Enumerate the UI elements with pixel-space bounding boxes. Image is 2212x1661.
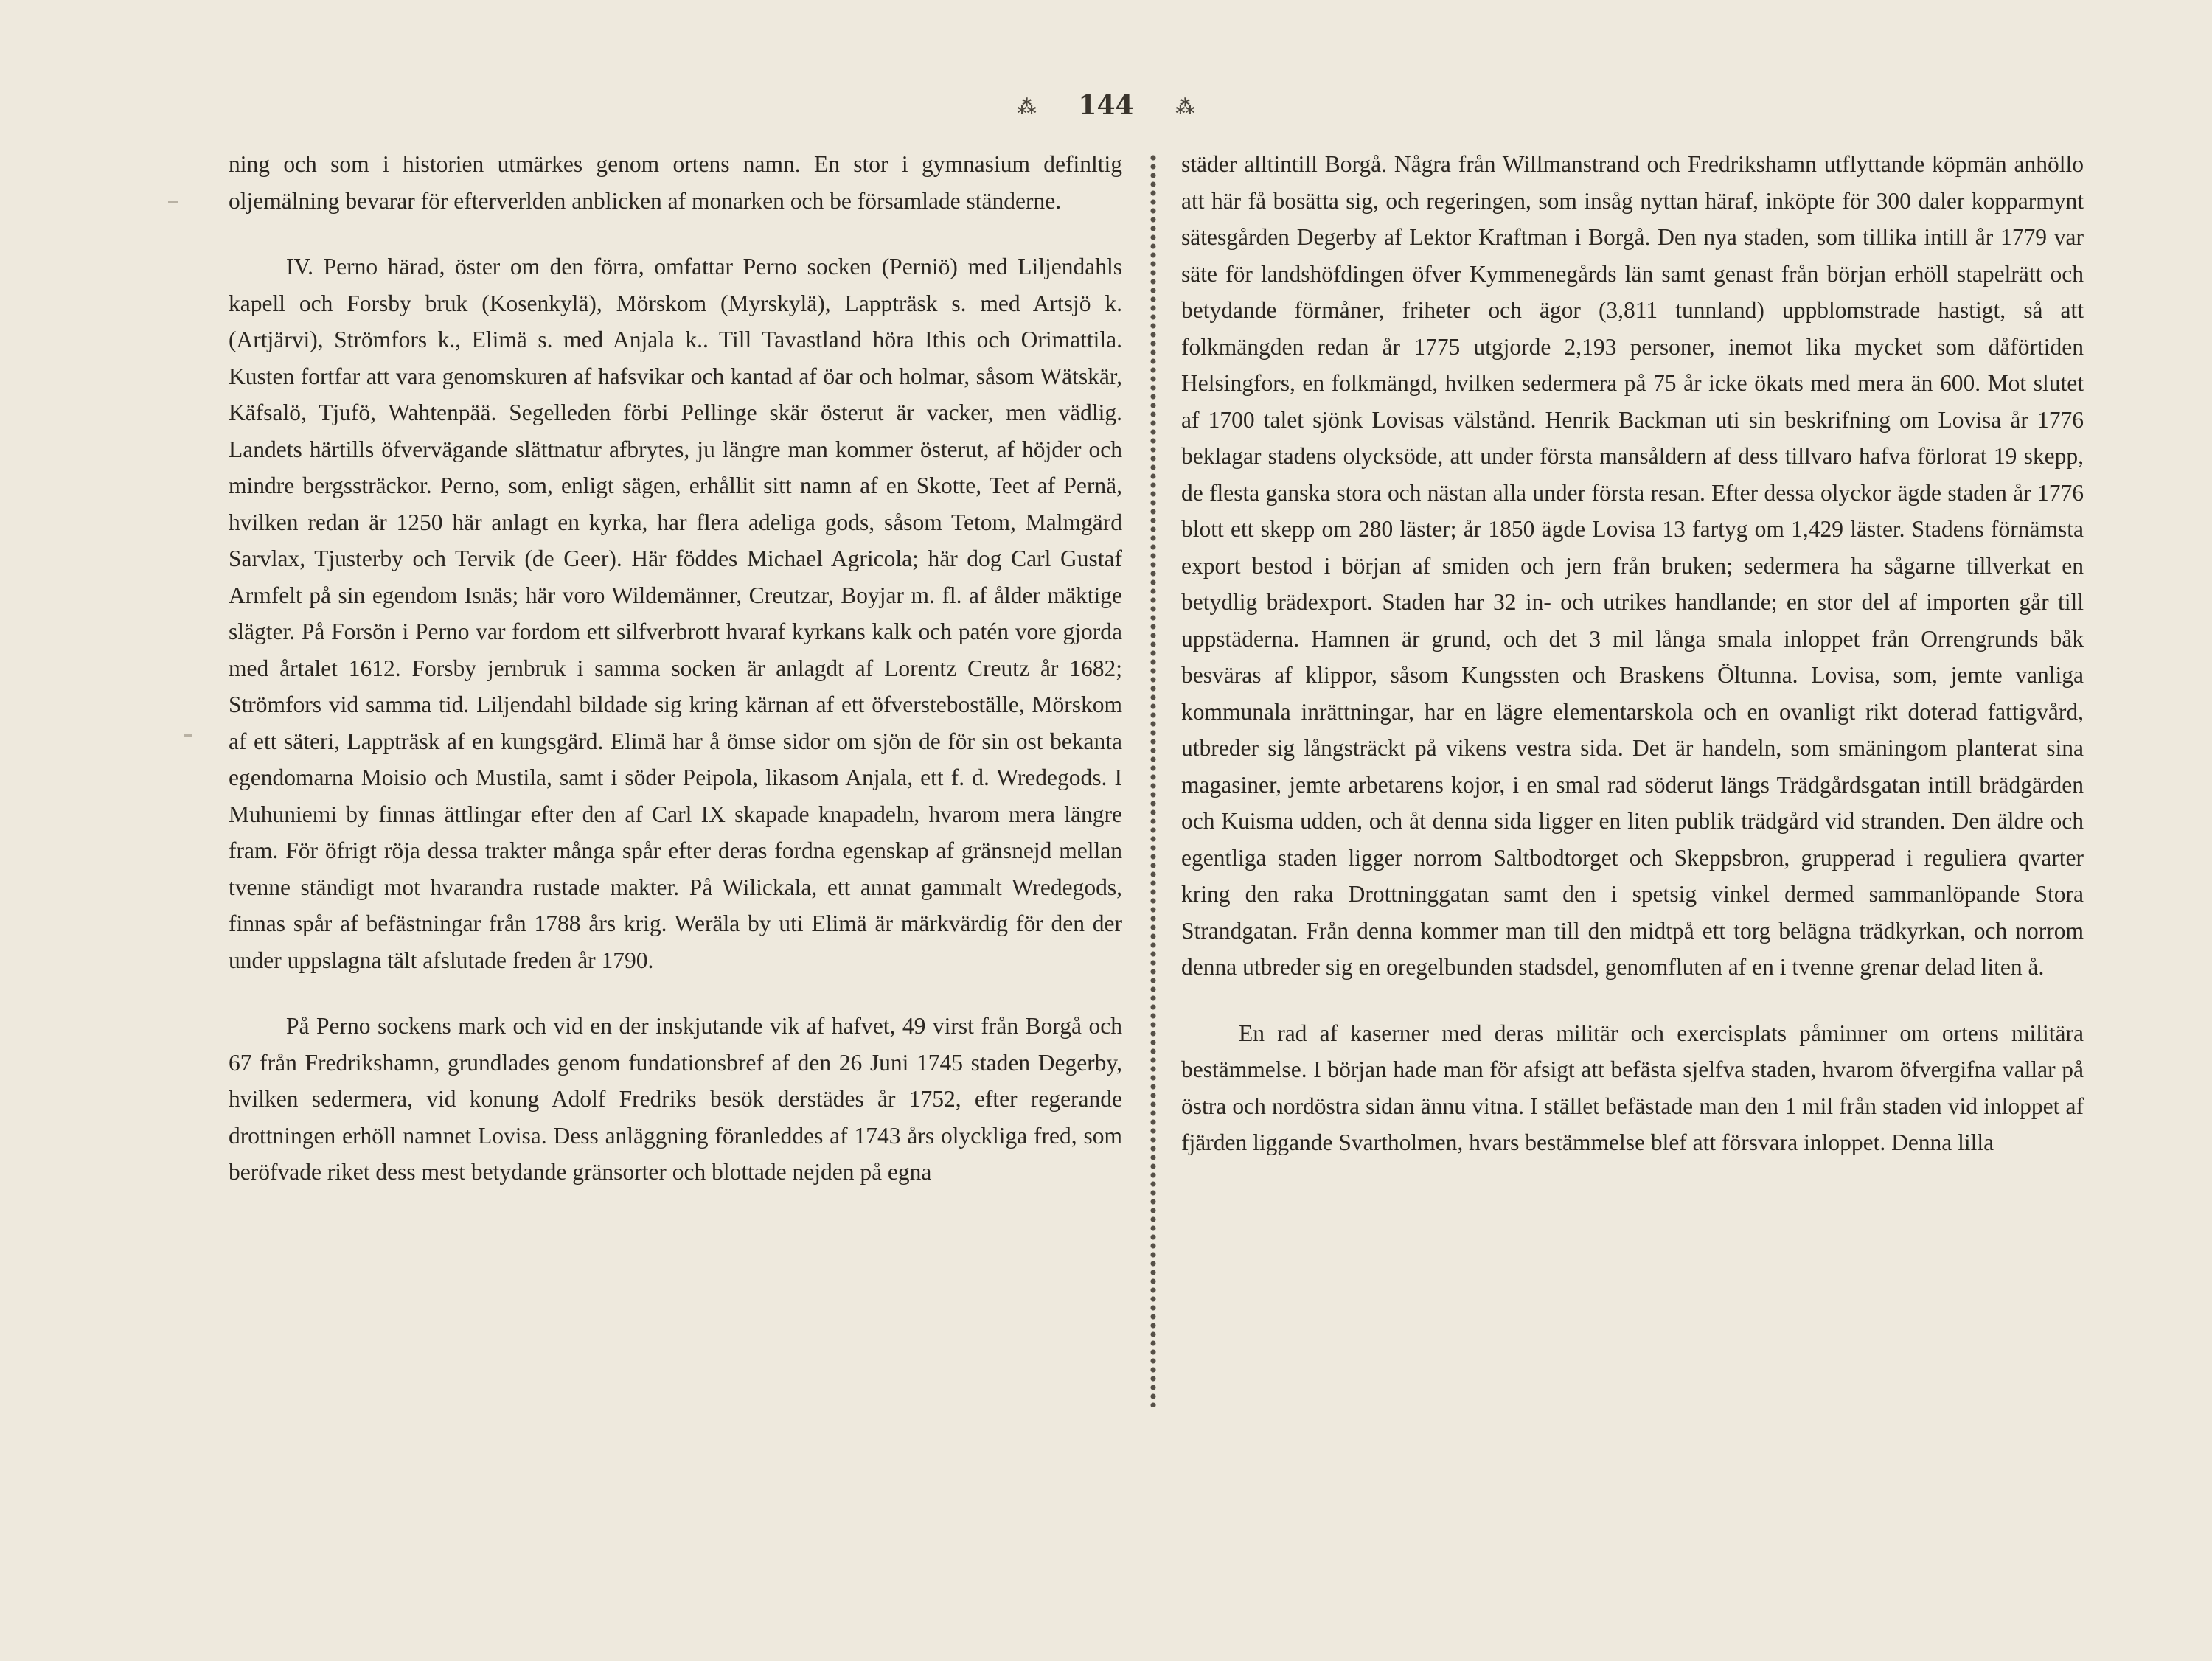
right-column (1181, 146, 2084, 1161)
margin-mark (184, 734, 192, 737)
left-paragraph-2: IV. Perno härad, öster om den förra, omfattar Perno socken (Perniö) med Liljendahls kapell och Forsby bruk (Kosenkylä), Mörskom (Myrskylä), Lappträsk s. med Artsjö k. (Artjärvi), Strömfors k., Elimä s. med Anjala k.. Till Tavastland höra Ithis och Orimattila. Kusten fortfar att vara genomskuren af hafsvikar och kantad af öar och holmar, såsom Wätskär, Käfsalö, Tjufö, Wahtenpää. Segelleden förbi Pellinge skär österut är vacker, men vädlig. Landets härtills öfvervägande slättnatur afbrytes, ju längre man kommer österut, af höjder och mindre bergssträckor. Perno, som, enligt sägen, erhållit sitt namn af en Skotte, Teet af Pernä, hvilken redan är 1250 här anlagt en kyrka, har flera adeliga gods, såsom Tetom, Malmgärd Sarvlax, Tjusterby och Tervik (de Geer). Här föddes Michael Agricola; här dog Carl Gustaf Armfelt på sin egendom Isnäs; här voro Wildemänner, Creutzar, Boyjar m. fl. af ålder mäktige slägter. På Forsön i Perno var fordom ett silfverbrott hvaraf kyrkans kalk och patén vore gjorda med årtalet 1612. Forsby jernbruk i samma socken är anlagdt af Lorentz Creutz år 1682; Strömfors vid samma tid. Liljendahl bildade sig kring kärnan af ett öfversteboställe, Mörskom af ett säteri, Lappträsk af en kungsgärd. Elimä har å ömse sidor om sjön de för sin ost bekanta egendomarna Moisio och Mustila, samt i söder Peipola, likasom Anjala, ett f. d. Wredegods. I Muhuniemi by finnas ättlingar efter den af Carl IX skapade knapadeln, hvarom mera längre fram. För öfrigt röja dessa trakter många spår efter deras fordna egenskap af gränsnejd mellan tvenne ständigt mot hvarandra rustade makter. På Wilickala, ett annat gammalt Wredegods, finnas spår af befästningar från 1788 års krig. Weräla by uti Elimä är märkvärdig för den der under uppslagna tält afslutade freden år 1790. (229, 254, 1122, 973)
page-number: 144 (1078, 90, 1134, 121)
left-column (229, 146, 1122, 1191)
left-paragraph-1: ning och som i historien utmärkes genom ortens namn. En stor i gymnasium definltig oljemälning bevarar för efterverlden anblicken af monarken och be församlade ständerne. (229, 151, 1122, 214)
margin-mark (168, 201, 178, 203)
column-divider (1148, 153, 1158, 1407)
page-header (0, 90, 2212, 121)
left-paragraph-3: På Perno sockens mark och vid en der inskjutande vik af hafvet, 49 virst från Borgå och 67 från Fredrikshamn, grundlades genom fundationsbref af den 26 Juni 1745 staden Degerby, hvilken sedermera, vid konung Adolf Fredriks besök derstädes år 1752, efter regerande drottningen erhöll namnet Lovisa. Dess anläggning föranleddes af 1743 års olyckliga fred, som beröfvade riket dess mest betydande gränsorter och blottade nejden på egna (229, 1013, 1122, 1185)
left-ornament-icon: ⁂ (1017, 97, 1037, 119)
right-ornament-icon: ⁂ (1175, 97, 1195, 119)
right-paragraph-2: En rad af kaserner med deras militär och exercisplats påminner om ortens militära bestämmelse. I början hade man för afsigt att befästa sjelfva staden, hvarom öfvergifna vallar på östra och nordöstra sidan ännu vitna. I stället befästade man den 1 mil från staden vid inloppet af fjärden liggande Svartholmen, hvars bestämmelse blef att försvara inloppet. Denna lilla (1181, 1020, 2084, 1155)
right-paragraph-1: städer alltintill Borgå. Några från Willmanstrand och Fredrikshamn utflyttande köpmän anhöllo att här få bosätta sig, och regeringen, som insåg nyttan häraf, inköpte för 300 daler kopparmynt sätesgården Degerby af Lektor Kraftman i Borgå. Den nya staden, som tillika intill år 1779 var säte för landshöfdingen öfver Kymmenegårds län samt genast från början erhöll stapelrätt och betydande förmåner, friheter och ägor (3,811 tunnland) uppblomstrade hastigt, så att folkmängden redan år 1775 utgjorde 2,193 personer, inemot lika mycket som dåförtiden Helsingfors, en folkmängd, hvilken sedermera på 75 år icke ökats med mera än 600. Mot slutet af 1700 talet sjönk Lovisas välstånd. Henrik Backman uti sin beskrifning om Lovisa år 1776 beklagar stadens olycksöde, att under första mansåldern af dess tillvaro hafva förlorat 19 skepp, de flesta ganska stora och nästan alla under första resan. Efter dessa olyckor ägde staden år 1776 blott ett skepp om 280 läster; år 1850 ägde Lovisa 13 fartyg om 1,429 läster. Stadens förnämsta export bestod i början af smiden och jern från bruken; sedermera ha sågarne tillverkat en betydlig brädexport. Staden har 32 in- och utrikes handlande; en stor del af importen går till uppstäderna. Hamnen är grund, och det 3 mil långa smala inloppet från Orrengrunds båk besväras af klippor, såsom Kungssten och Braskens Öltunna. Lovisa, som, jemte vanliga kommunala inrättningar, har en lägre elementarskola och en ovanligt rikt doterad fattigvård, utbreder sig långsträckt på vikens vestra sida. Det är handeln, som smäningom planterat sina magasiner, jemte arbetarens kojor, i en smal rad söderut längs Trädgårdsgatan intill brädgärden och Kuisma udden, och åt denna sida ligger en liten publik trädgård vid stranden. Den äldre och egentliga staden ligger norrom Saltbodtorget och Skeppsbron, grupperad i reguliera qvarter kring den raka Drottninggatan samt den i spetsig vinkel dermed sammanlöpande Stora Strandgatan. Från denna kommer man till den midtpå ett torg belägna trädkyrkan, och norrom denna utbreder sig en oregelbunden stadsdel, genomfluten af en i tvenne grenar delad liten å. (1181, 151, 2084, 980)
